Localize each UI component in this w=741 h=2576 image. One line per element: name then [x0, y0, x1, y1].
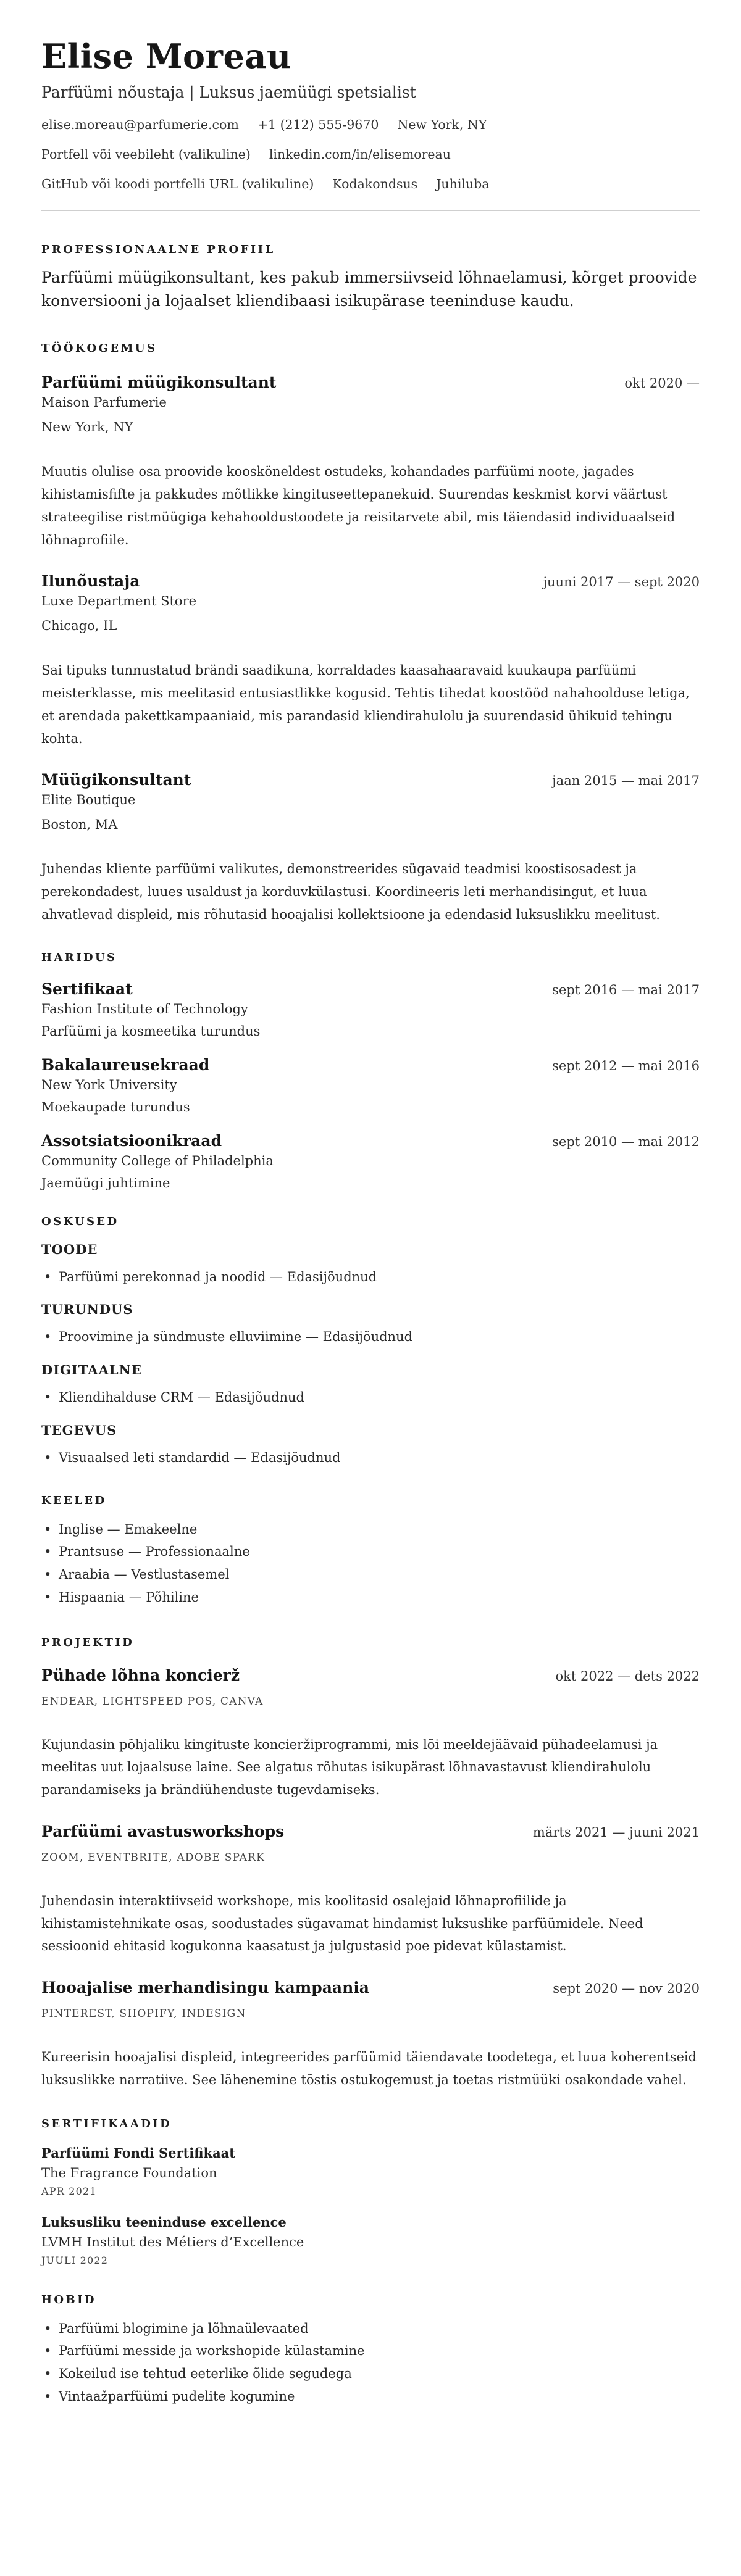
experience-entry [41, 771, 700, 926]
language-item: • Prantsuse — Professionaalne [41, 1540, 700, 1563]
experience-entry [41, 373, 700, 551]
certification-org: The Fragrance Foundation [41, 2165, 217, 2180]
company-name: Maison Parfumerie [41, 395, 167, 410]
language-item: • Hispaania — Põhiline [41, 1586, 700, 1609]
field-of-study: Parfüümi ja kosmeetika turundus [41, 1023, 261, 1039]
contact-row-links [41, 147, 700, 162]
skill-item: • Kliendihalduse CRM — Edasijõudnud [41, 1386, 700, 1409]
job-dates: jaan 2015 — mai 2017 [552, 773, 700, 789]
skill-category: DIGITAALNE [41, 1362, 142, 1378]
language-list [41, 1518, 700, 1609]
candidate-name: Elise Moreau [41, 36, 291, 76]
job-location: New York, NY [41, 420, 133, 435]
section-title: PROFESSIONAALNE PROFIIL [41, 243, 275, 257]
phone-number: +1 (212) 555-9670 [257, 117, 379, 133]
citizenship: Kodakondsus [332, 177, 418, 192]
hobbies-section [41, 2293, 700, 2408]
skills-section [41, 1215, 700, 1469]
contact-row [41, 117, 700, 132]
skill-list [41, 1266, 700, 1289]
profile-summary: Parfüümi müügikonsultant, kes pakub immersiivseid lõhnaelamusi, kõrget proovide konversiooni ja lojaalset kliendibaasi isikupärase teeninduse kaudu. [41, 268, 697, 310]
project-description: Kureerisin hooajalisi displeid, integreerides parfüümid täiendavate toodetega, et luua koherentseid luksuslikke narratiive. See lähenemine tõstis ostukogemust ja toetas ristmüüki osakondade vahel. [41, 2050, 697, 2087]
project-dates: sept 2020 — nov 2020 [553, 1981, 700, 1996]
job-title: Müügikonsultant [41, 771, 191, 789]
certification-date: APR 2021 [41, 2185, 97, 2197]
project-entry [41, 1822, 700, 1958]
section-title: SERTIFIKAADID [41, 2117, 172, 2130]
project-name: Parfüümi avastusworkshops [41, 1822, 285, 1840]
company-name: Luxe Department Store [41, 594, 197, 609]
section-title: HOBID [41, 2293, 96, 2306]
certification-org: LVMH Institut des Métiers d’Excellence [41, 2234, 304, 2250]
github-link[interactable]: GitHub või koodi portfelli URL (valikuline) [41, 177, 314, 192]
job-title: Ilunõustaja [41, 572, 140, 591]
certification-entry [41, 2145, 700, 2197]
school-name: Fashion Institute of Technology [41, 1001, 248, 1016]
certification-name: Luksusliku teeninduse excellence [41, 2214, 287, 2230]
projects-section [41, 1636, 700, 2092]
education-dates: sept 2010 — mai 2012 [552, 1134, 700, 1149]
hobby-item: • Parfüümi messide ja workshopide külastamine [41, 2340, 700, 2362]
email-link[interactable]: elise.moreau@parfumerie.com [41, 117, 239, 133]
project-entry [41, 1979, 700, 2092]
header-divider [41, 210, 700, 211]
skill-category: TEGEVUS [41, 1422, 117, 1438]
profile-section [41, 243, 700, 312]
hobby-item: • Vintaažparfüümi pudelite kogumine [41, 2385, 700, 2408]
project-description: Kujundasin põhjaliku kingituste koncieržiprogrammi, mis lõi meeldejäävaid pühadeelamusi ja meelitas uut lojaalsuse laine. See algatus rõhutas isikupärast lõhnavastavust kliendirahulolu parandamiseks ja brändiühenduste tugevdamiseks. [41, 1737, 658, 1798]
certification-date: JUULI 2022 [41, 2254, 109, 2266]
skill-item: • Proovimine ja sündmuste elluviimine — Edasijõudnud [41, 1326, 700, 1348]
job-dates: okt 2020 — [624, 376, 700, 391]
section-title: PROJEKTID [41, 1635, 135, 1649]
education-entry [41, 1056, 700, 1115]
section-title: TÖÖKOGEMUS [41, 342, 157, 355]
portfolio-link[interactable]: Portfell või veebileht (valikuline) [41, 147, 251, 162]
job-title: Parfüümi müügikonsultant [41, 373, 277, 392]
field-of-study: Jaemüügi juhtimine [41, 1175, 170, 1190]
languages-section [41, 1494, 700, 1609]
degree-title: Assotsiatsioonikraad [41, 1131, 222, 1150]
hobby-item: • Parfüümi blogimine ja lõhnaülevaated [41, 2317, 700, 2340]
project-tech: ZOOM, EVENTBRITE, ADOBE SPARK [41, 1851, 266, 1864]
section-title: KEELED [41, 1494, 107, 1507]
skill-item: • Parfüümi perekonnad ja noodid — Edasijõudnud [41, 1266, 700, 1289]
skill-category: TURUNDUS [41, 1302, 133, 1318]
school-name: Community College of Philadelphia [41, 1153, 274, 1168]
education-dates: sept 2016 — mai 2017 [552, 982, 700, 997]
language-item: • Araabia — Vestlustasemel [41, 1563, 700, 1586]
hobby-item: • Kokeilud ise tehtud eeterlike õlide segudega [41, 2362, 700, 2385]
candidate-headline: Parfüümi nõustaja | Luksus jaemüügi spetsialist [41, 83, 416, 102]
job-location: Boston, MA [41, 817, 118, 833]
experience-entry [41, 572, 700, 750]
education-dates: sept 2012 — mai 2016 [552, 1058, 700, 1073]
certification-entry [41, 2214, 700, 2266]
contact-row-extra [41, 177, 700, 191]
project-description: Juhendasin interaktiivseid workshope, mis koolitasid osalejaid lõhnaprofiilide ja kihistamistehnikate osas, soodustades sügavamat hindamist luksuslike parfüümidele. Need sessioonid ehitasid kogukonna kaasatust ja julgustasid poe pidevat külastamist. [41, 1893, 643, 1954]
project-dates: märts 2021 — juuni 2021 [532, 1824, 700, 1840]
driving-license: Juhiluba [436, 177, 490, 192]
linkedin-link[interactable]: linkedin.com/in/elisemoreau [269, 147, 451, 162]
project-tech: ENDEAR, LIGHTSPEED POS, CANVA [41, 1695, 264, 1708]
section-title: HARIDUS [41, 950, 117, 964]
job-description: Sai tipuks tunnustatud brändi saadikuna, korraldades kaasahaaravaid kuukaupa parfüümi meisterklasse, mis meelitasid entusiastlikke kogusid. Tehtis tihedat koostööd nahahoolduse letiga, et arendada pakettkampaaniaid, mis parandasid kliendirahulolu ja suurendasid ühikuid tehingu kohta. [41, 663, 690, 746]
location: New York, NY [397, 117, 487, 133]
degree-title: Bakalaureusekraad [41, 1055, 210, 1074]
hobby-list [41, 2317, 700, 2408]
language-item: • Inglise — Emakeelne [41, 1518, 700, 1541]
degree-title: Sertifikaat [41, 979, 133, 998]
education-entry [41, 1132, 700, 1190]
field-of-study: Moekaupade turundus [41, 1099, 190, 1115]
school-name: New York University [41, 1077, 177, 1092]
education-entry [41, 980, 700, 1039]
skill-category: TOODE [41, 1241, 98, 1257]
skill-item: • Visuaalsed leti standardid — Edasijõudnud [41, 1447, 700, 1469]
experience-section [41, 342, 700, 926]
project-name: Pühade lõhna koncierž [41, 1666, 240, 1684]
job-dates: juuni 2017 — sept 2020 [543, 575, 700, 590]
job-description: Juhendas kliente parfüümi valikutes, demonstreerides sügavaid teadmisi koostisosadest ja perekondadest, luues usaldust ja korduvkülastusi. Koordineeris leti merhandisingut, et luua ahvatlevad displeid, mis rõhutasid hooajalisi kollektsioone ja edendasid luksuslikku meelitust. [41, 862, 660, 922]
job-description: Muutis olulise osa proovide koosköneldest ostudeks, kohandades parfüümi noote, jagades kihistamisfifte ja pakkudes mõtlikke kingituseettepanekuid. Suurendas keskmist korvi väärtust strateegilise ristmüügiga kehahooldustoodete ja reisitarvete abil, mis täiendasid individuaalseid lõhnaprofiile. [41, 464, 676, 547]
company-name: Elite Boutique [41, 792, 136, 808]
project-name: Hooajalise merhandisingu kampaania [41, 1979, 369, 1997]
project-dates: okt 2022 — dets 2022 [555, 1668, 700, 1684]
project-entry [41, 1666, 700, 1801]
skill-list [41, 1326, 700, 1348]
education-section [41, 951, 700, 1190]
project-tech: PINTEREST, SHOPIFY, INDESIGN [41, 2008, 246, 2021]
job-location: Chicago, IL [41, 618, 117, 634]
skill-list [41, 1386, 700, 1409]
section-title: OSKUSED [41, 1215, 119, 1228]
certification-name: Parfüümi Fondi Sertifikaat [41, 2145, 235, 2161]
certifications-section [41, 2117, 700, 2266]
skill-list [41, 1447, 700, 1469]
